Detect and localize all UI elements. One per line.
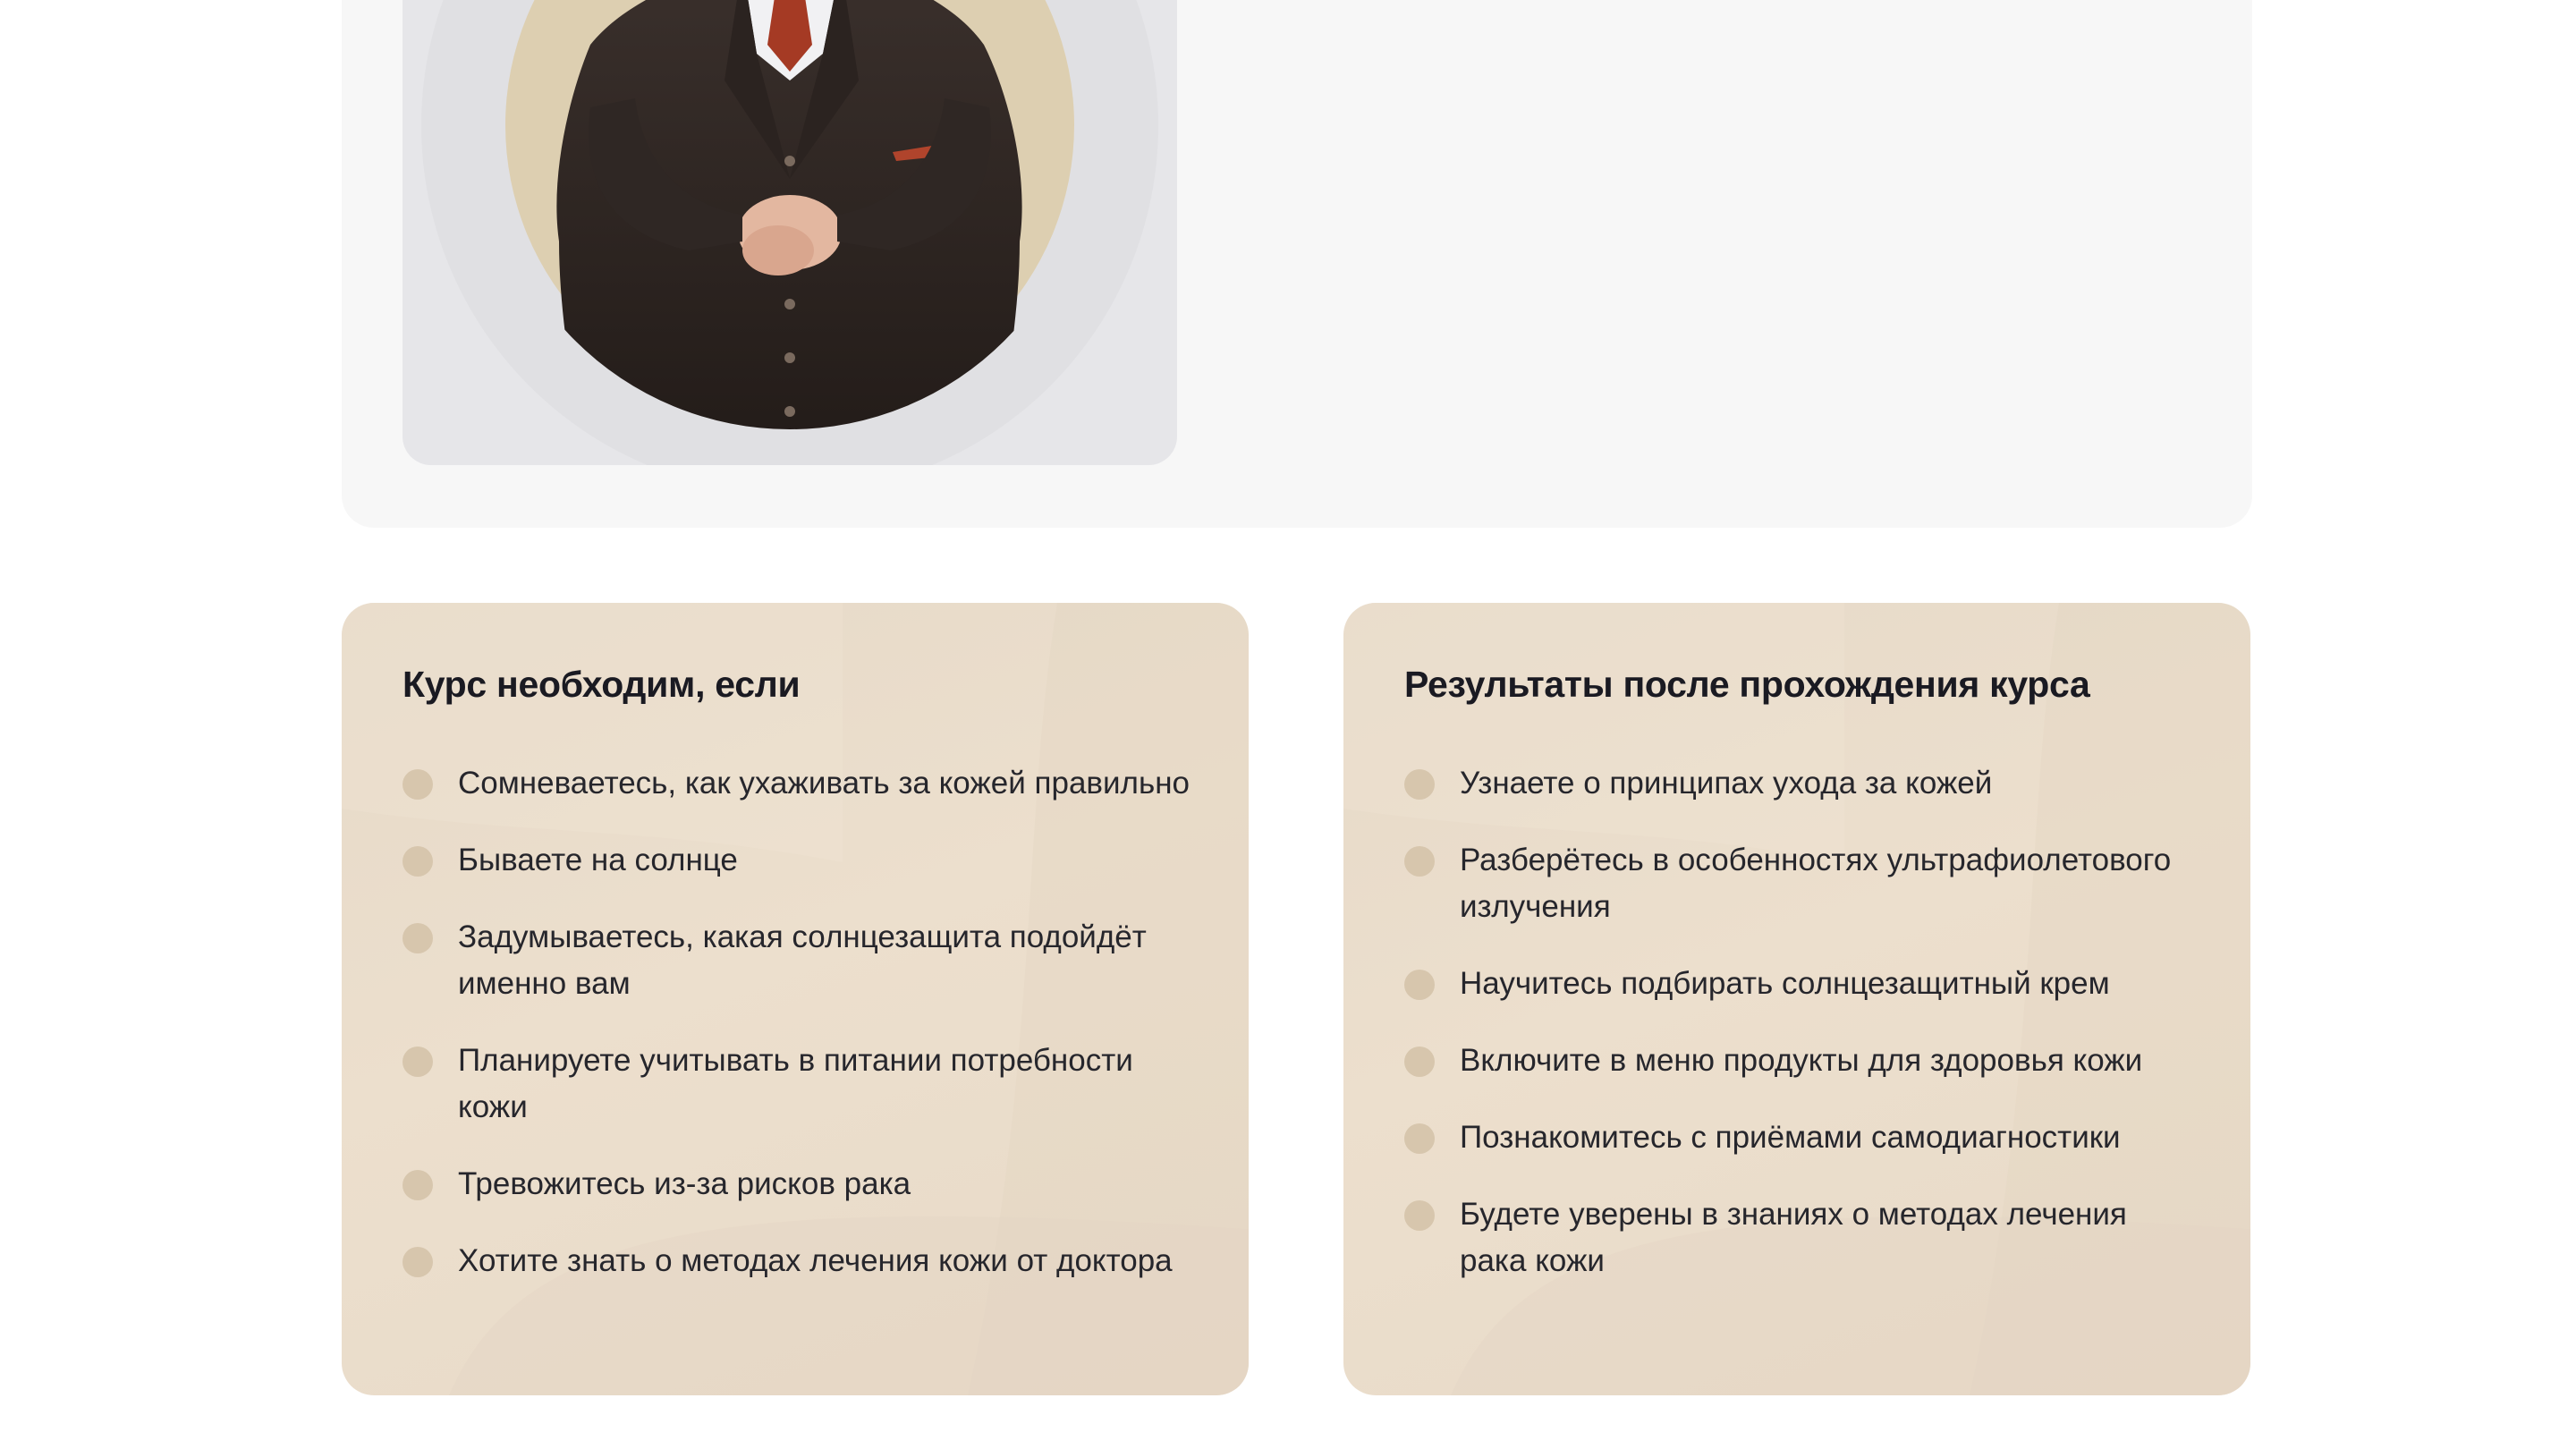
- list-item: [402, 837, 1195, 884]
- bullet-icon: [1404, 1200, 1435, 1231]
- bullet-icon: [402, 846, 433, 877]
- list-item: [1404, 961, 2197, 1007]
- bullet-icon: [1404, 846, 1435, 877]
- list-item: [402, 1238, 1195, 1284]
- list-item-text: Хотите знать о методах лечения кожи от доктора: [458, 1243, 1173, 1278]
- list-item: [1404, 1038, 2197, 1084]
- need-list: [402, 760, 1195, 1315]
- bullet-icon: [402, 1046, 433, 1077]
- list-item-text: Планируете учитывать в питании потребности кожи: [458, 1043, 1133, 1124]
- list-item-text: Научитесь подбирать солнцезащитный крем: [1460, 966, 2110, 1001]
- list-item: [1404, 1191, 2197, 1284]
- bullet-icon: [402, 1170, 433, 1200]
- list-item-text: Задумываетесь, какая солнцезащита подойдёт именно вам: [458, 919, 1147, 1001]
- list-item-text: Включите в меню продукты для здоровья кожи: [1460, 1043, 2143, 1078]
- bullet-icon: [402, 1247, 433, 1277]
- bullet-icon: [1404, 1123, 1435, 1154]
- list-item: [1404, 837, 2197, 930]
- results-list: [1404, 760, 2197, 1315]
- card-title: Результаты после прохождения курса: [1404, 664, 2090, 705]
- list-item-text: Сомневаетесь, как ухаживать за кожей правильно: [458, 766, 1191, 801]
- list-item-text: Бываете на солнце: [458, 843, 738, 877]
- card-title: Курс необходим, если: [402, 664, 801, 705]
- bullet-icon: [402, 923, 433, 953]
- list-item: [402, 1038, 1195, 1131]
- doctor-photo: [402, 0, 1177, 465]
- bullet-icon: [1404, 1046, 1435, 1077]
- bullet-icon: [1404, 970, 1435, 1000]
- list-item: [402, 1161, 1195, 1208]
- list-item: [402, 914, 1195, 1007]
- list-item: [1404, 760, 2197, 807]
- list-item: [402, 760, 1195, 807]
- list-item-text: Тревожитесь из-за рисков рака: [458, 1166, 911, 1201]
- list-item-text: Разберётесь в особенностях ультрафиолетового излучения: [1460, 843, 2172, 924]
- bullet-icon: [1404, 769, 1435, 800]
- bullet-icon: [402, 769, 433, 800]
- list-item: [1404, 1114, 2197, 1161]
- list-item-text: Узнаете о принципах ухода за кожей: [1460, 766, 1993, 801]
- list-item-text: Познакомитесь с приёмами самодиагностики: [1460, 1120, 2121, 1155]
- list-item-text: Будете уверены в знаниях о методах лечения рака кожи: [1460, 1197, 2127, 1278]
- course-needed-card: [342, 603, 1249, 1395]
- course-results-card: [1343, 603, 2250, 1395]
- author-panel: [342, 0, 2252, 528]
